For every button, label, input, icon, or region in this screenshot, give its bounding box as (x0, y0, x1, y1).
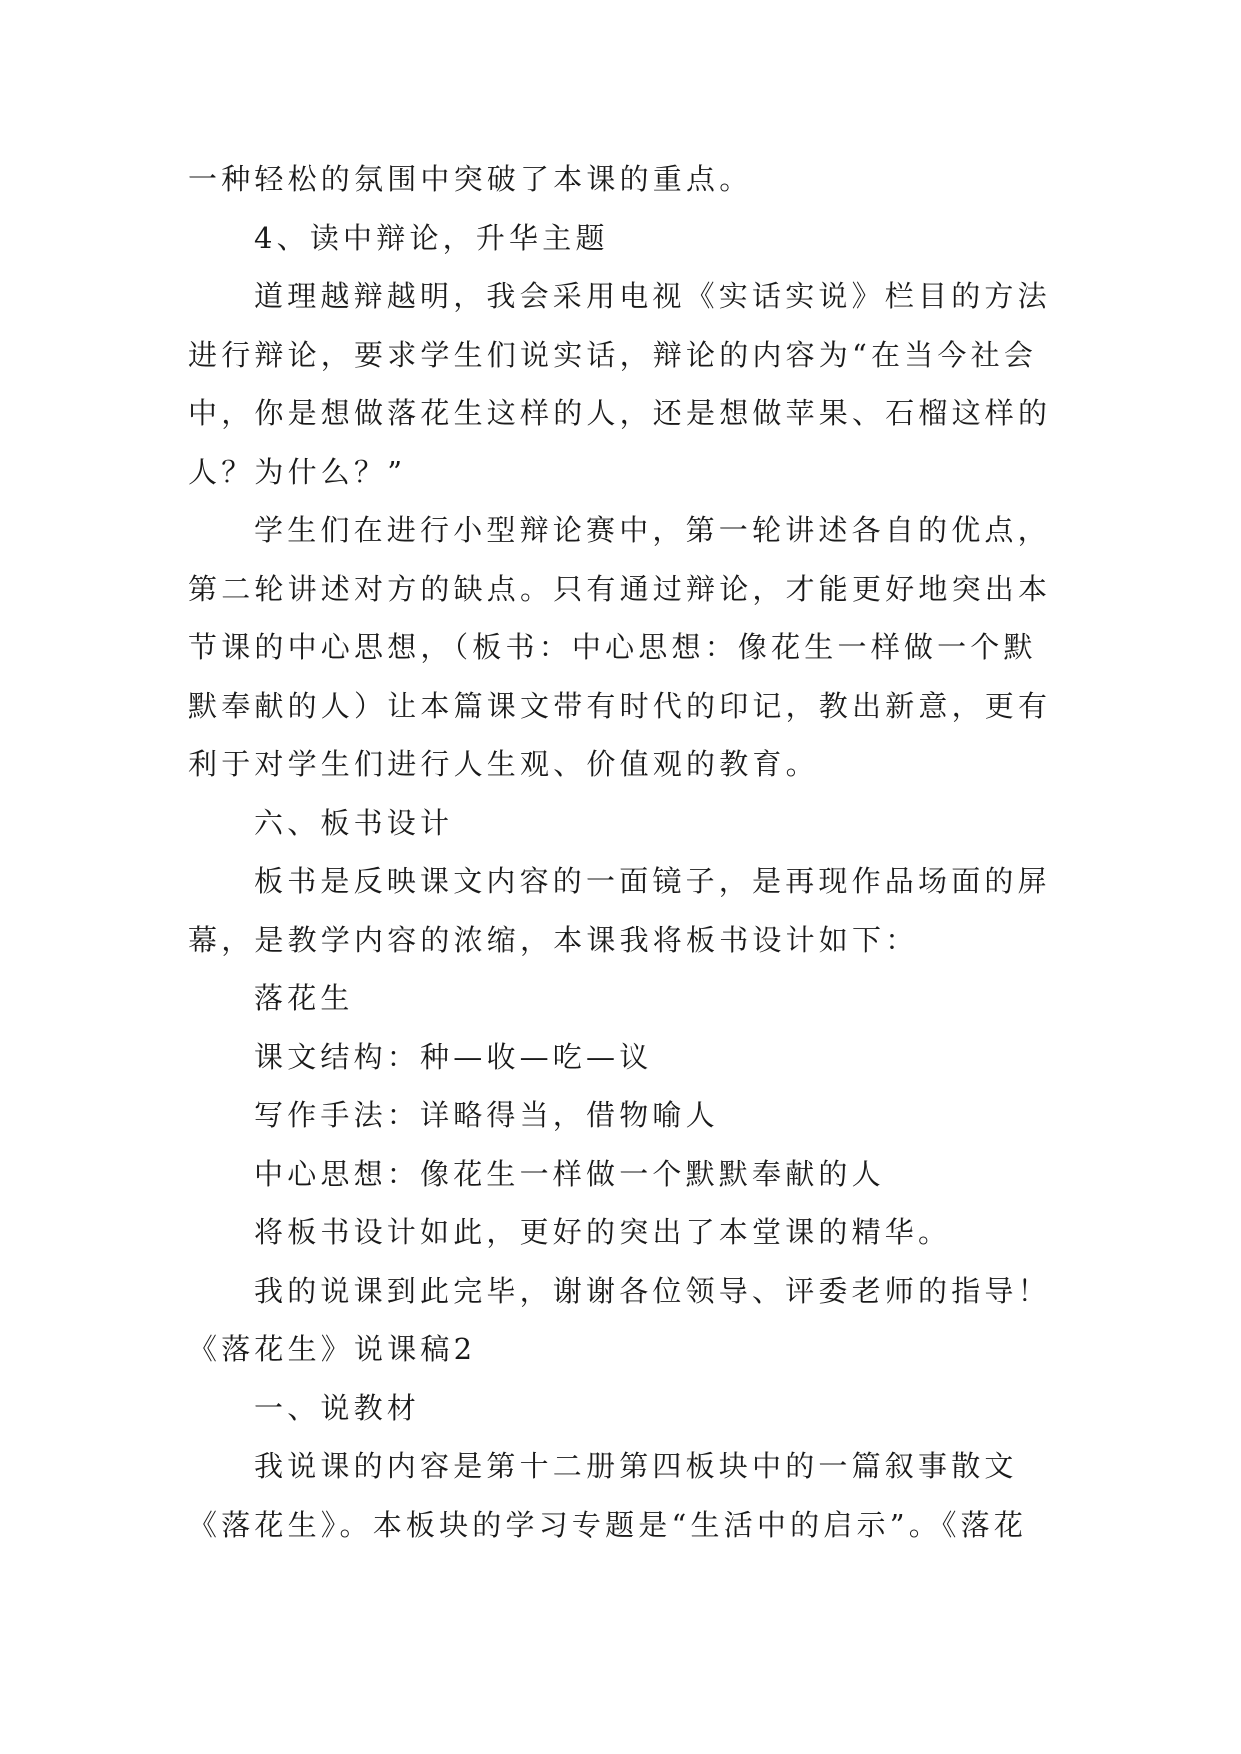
paragraph-line: 板书是反映课文内容的一面镜子，是再现作品场面的屏 (254, 864, 1051, 898)
paragraph-line: 节课的中心思想，（板书：中心思想：像花生一样做一个默 (188, 630, 1037, 664)
section-heading: 六、板书设计 (254, 805, 454, 840)
paragraph-line: 人？为什么？” (188, 454, 407, 489)
paragraph-line: 默奉献的人）让本篇课文带有时代的印记，教出新意，更有 (188, 688, 1052, 723)
document-title: 《落花生》说课稿2 (188, 1332, 477, 1366)
section-heading: 4、读中辩论，升华主题 (254, 220, 609, 255)
document-body (188, 150, 1058, 1554)
paragraph-line: 第二轮讲述对方的缺点。只有通过辩论，才能更好地突出本 (188, 571, 1052, 606)
section-heading: 一、说教材 (254, 1390, 421, 1425)
paragraph-line: 将板书设计如此，更好的突出了本堂课的精华。 (254, 1215, 952, 1249)
paragraph-line: 一种轻松的氛围中突破了本课的重点。 (188, 162, 753, 196)
paragraph-line: 《落花生》。本板块的学习专题是“生活中的启示”。《落花 (188, 1507, 1028, 1542)
paragraph-line: 我的说课到此完毕，谢谢各位领导、评委老师的指导！ (254, 1273, 1051, 1308)
paragraph-line: 道理越辩越明，我会采用电视《实话实说》栏目的方法 (254, 279, 1051, 313)
board-theme: 中心思想：像花生一样做一个默默奉献的人 (254, 1156, 885, 1191)
paragraph-line: 学生们在进行小型辩论赛中，第一轮讲述各自的优点， (254, 513, 1051, 547)
paragraph-line: 进行辩论，要求学生们说实话，辩论的内容为“在当今社会 (188, 337, 1038, 372)
board-title: 落花生 (254, 981, 354, 1015)
paragraph-line: 中，你是想做落花生这样的人，还是想做苹果、石榴这样的 (188, 396, 1052, 430)
board-structure: 课文结构：种—收—吃—议 (254, 1039, 653, 1074)
paragraph-line: 幕，是教学内容的浓缩，本课我将板书设计如下： (188, 922, 919, 957)
paragraph-line: 我说课的内容是第十二册第四板块中的一篇叙事散文 (254, 1449, 1018, 1483)
paragraph-line: 利于对学生们进行人生观、价值观的教育。 (188, 747, 819, 781)
board-technique: 写作手法：详略得当，借物喻人 (254, 1098, 719, 1132)
